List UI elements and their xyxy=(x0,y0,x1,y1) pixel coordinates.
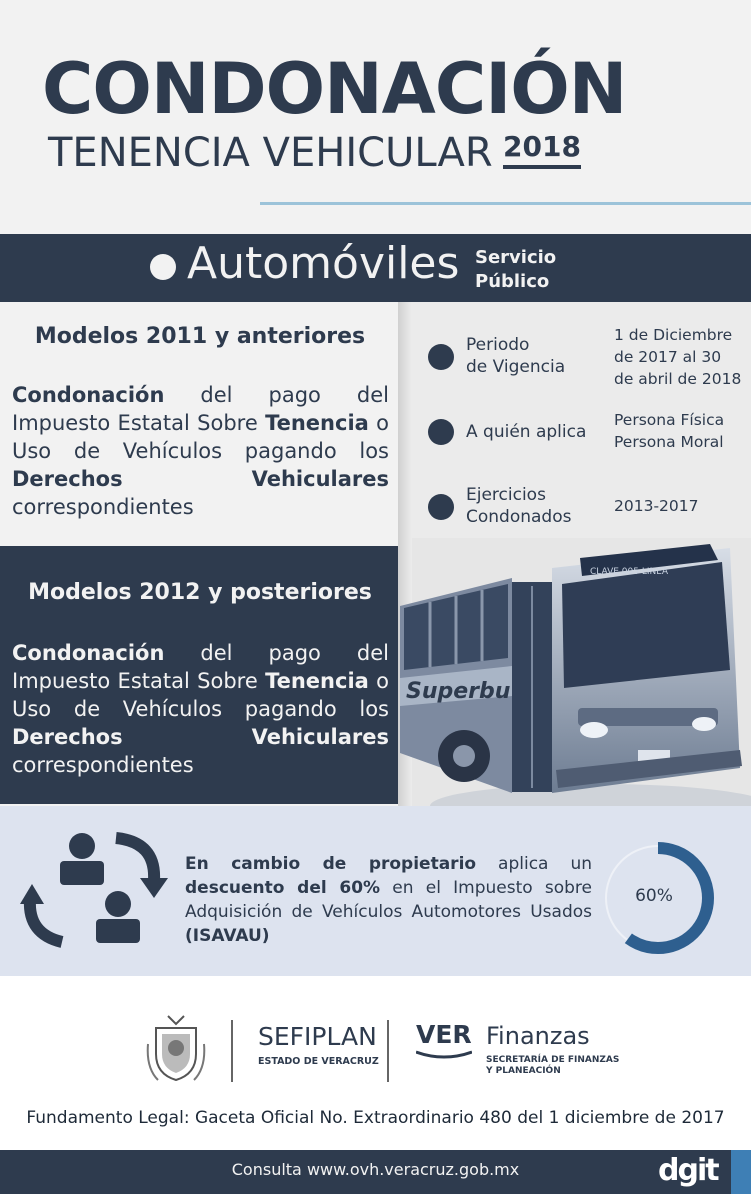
section1-heading: Modelos 2011 y anteriores xyxy=(34,324,366,349)
section2-part-5: correspondientes xyxy=(12,753,194,777)
discount-text-5: (ISAVAU) xyxy=(185,926,270,946)
finanzas-logo-text: Finanzas xyxy=(486,1022,590,1050)
section1-part-4: Derechos Vehiculares xyxy=(12,467,389,491)
dgit-logo: dgit xyxy=(658,1153,718,1188)
section1-part-3: o Uso de Vehículos pagando los xyxy=(12,411,390,463)
discount-text-3: descuento del 60% xyxy=(185,878,381,898)
logo-divider-1 xyxy=(231,1020,233,1082)
finanzas-logo-subtext xyxy=(486,1055,619,1077)
finanzas-subtext-line1: SECRETARÍA DE FINANZAS xyxy=(486,1055,620,1065)
section1-part-1: del pago del Impuesto Estatal Sobre xyxy=(12,383,389,435)
vigencia-label xyxy=(466,334,565,378)
section1-part-0: Condonación xyxy=(12,383,165,407)
banner-title: Automóviles xyxy=(187,238,460,289)
vigencia-value-line2: de 2017 al 30 xyxy=(614,348,722,366)
dgit-accent-bar xyxy=(731,1150,751,1194)
aplica-value xyxy=(614,409,724,453)
section1-part-2: Tenencia xyxy=(265,411,369,435)
footer-website-link[interactable]: Consulta www.ovh.veracruz.gob.mx xyxy=(231,1160,520,1179)
ver-logo-text: VER xyxy=(416,1020,472,1049)
title-rule xyxy=(260,202,751,205)
ejercicios-value: 2013-2017 xyxy=(614,497,699,515)
aplica-label: A quién aplica xyxy=(466,422,587,442)
sefiplan-logo-subtext: ESTADO DE VERACRUZ xyxy=(258,1056,379,1067)
section1-part-5: correspondientes xyxy=(12,495,194,519)
discount-text-2: aplica un xyxy=(476,854,592,874)
aplica-value-line2: Persona Moral xyxy=(614,433,724,451)
vigencia-value xyxy=(614,324,741,390)
banner-subtitle xyxy=(475,246,556,294)
title-year: 2018 xyxy=(503,130,581,169)
ejercicios-label-line2: Condonados xyxy=(466,507,572,527)
page-subtitle: TENENCIA VEHICULAR xyxy=(48,130,493,176)
logo-divider-2 xyxy=(387,1020,389,1082)
banner-subtitle-line1: Servicio xyxy=(475,247,557,268)
veracruz-coat-of-arms-icon xyxy=(146,1014,206,1084)
discount-text-4: en el Impuesto sobre Adquisición de Vehículos Automotores Usados xyxy=(185,878,592,922)
discount-text xyxy=(185,852,592,948)
discount-text-1: En cambio de propietario xyxy=(185,854,477,874)
banner-subtitle-line2: Público xyxy=(475,271,550,292)
ejercicios-label xyxy=(466,484,571,528)
legal-basis-text: Fundamento Legal: Gaceta Oficial No. Extraordinario 480 del 1 diciembre de 2017 xyxy=(26,1108,725,1128)
aplica-value-line1: Persona Física xyxy=(614,411,725,429)
section2-part-0: Condonación xyxy=(12,641,165,665)
vigencia-label-line1: Periodo xyxy=(466,335,530,355)
bus-image xyxy=(400,538,751,838)
aplica-bullet xyxy=(428,419,454,445)
section2-part-1: del pago del Impuesto Estatal Sobre xyxy=(12,641,389,693)
section1-body xyxy=(12,381,389,521)
ejercicios-bullet xyxy=(428,494,454,520)
bus-side-text: Superbu xyxy=(406,679,511,704)
banner-bullet xyxy=(150,254,176,280)
section2-body xyxy=(12,639,389,779)
vigencia-label-line2: de Vigencia xyxy=(466,357,566,377)
section2-part-4: Derechos Vehiculares xyxy=(12,725,389,749)
ejercicios-label-line1: Ejercicios xyxy=(466,485,546,505)
donut-percent-label: 60% xyxy=(635,886,673,906)
vigencia-value-line3: de abril de 2018 xyxy=(614,370,742,388)
vigencia-value-line1: 1 de Diciembre xyxy=(614,326,733,344)
sefiplan-logo-text: SEFIPLAN xyxy=(258,1022,377,1051)
bus-route-text: CLAVE 005 LINEA xyxy=(590,567,669,577)
section2-heading: Modelos 2012 y posteriores xyxy=(28,580,372,605)
section2-part-3: o Uso de Vehículos pagando los xyxy=(12,669,390,721)
section2-part-2: Tenencia xyxy=(265,669,369,693)
finanzas-subtext-line2: Y PLANEACIÓN xyxy=(486,1066,561,1076)
ver-logo-swoosh-icon xyxy=(416,1050,472,1062)
page-title: CONDONACIÓN xyxy=(42,48,627,130)
ownership-change-icon xyxy=(20,828,168,952)
vigencia-bullet xyxy=(428,344,454,370)
